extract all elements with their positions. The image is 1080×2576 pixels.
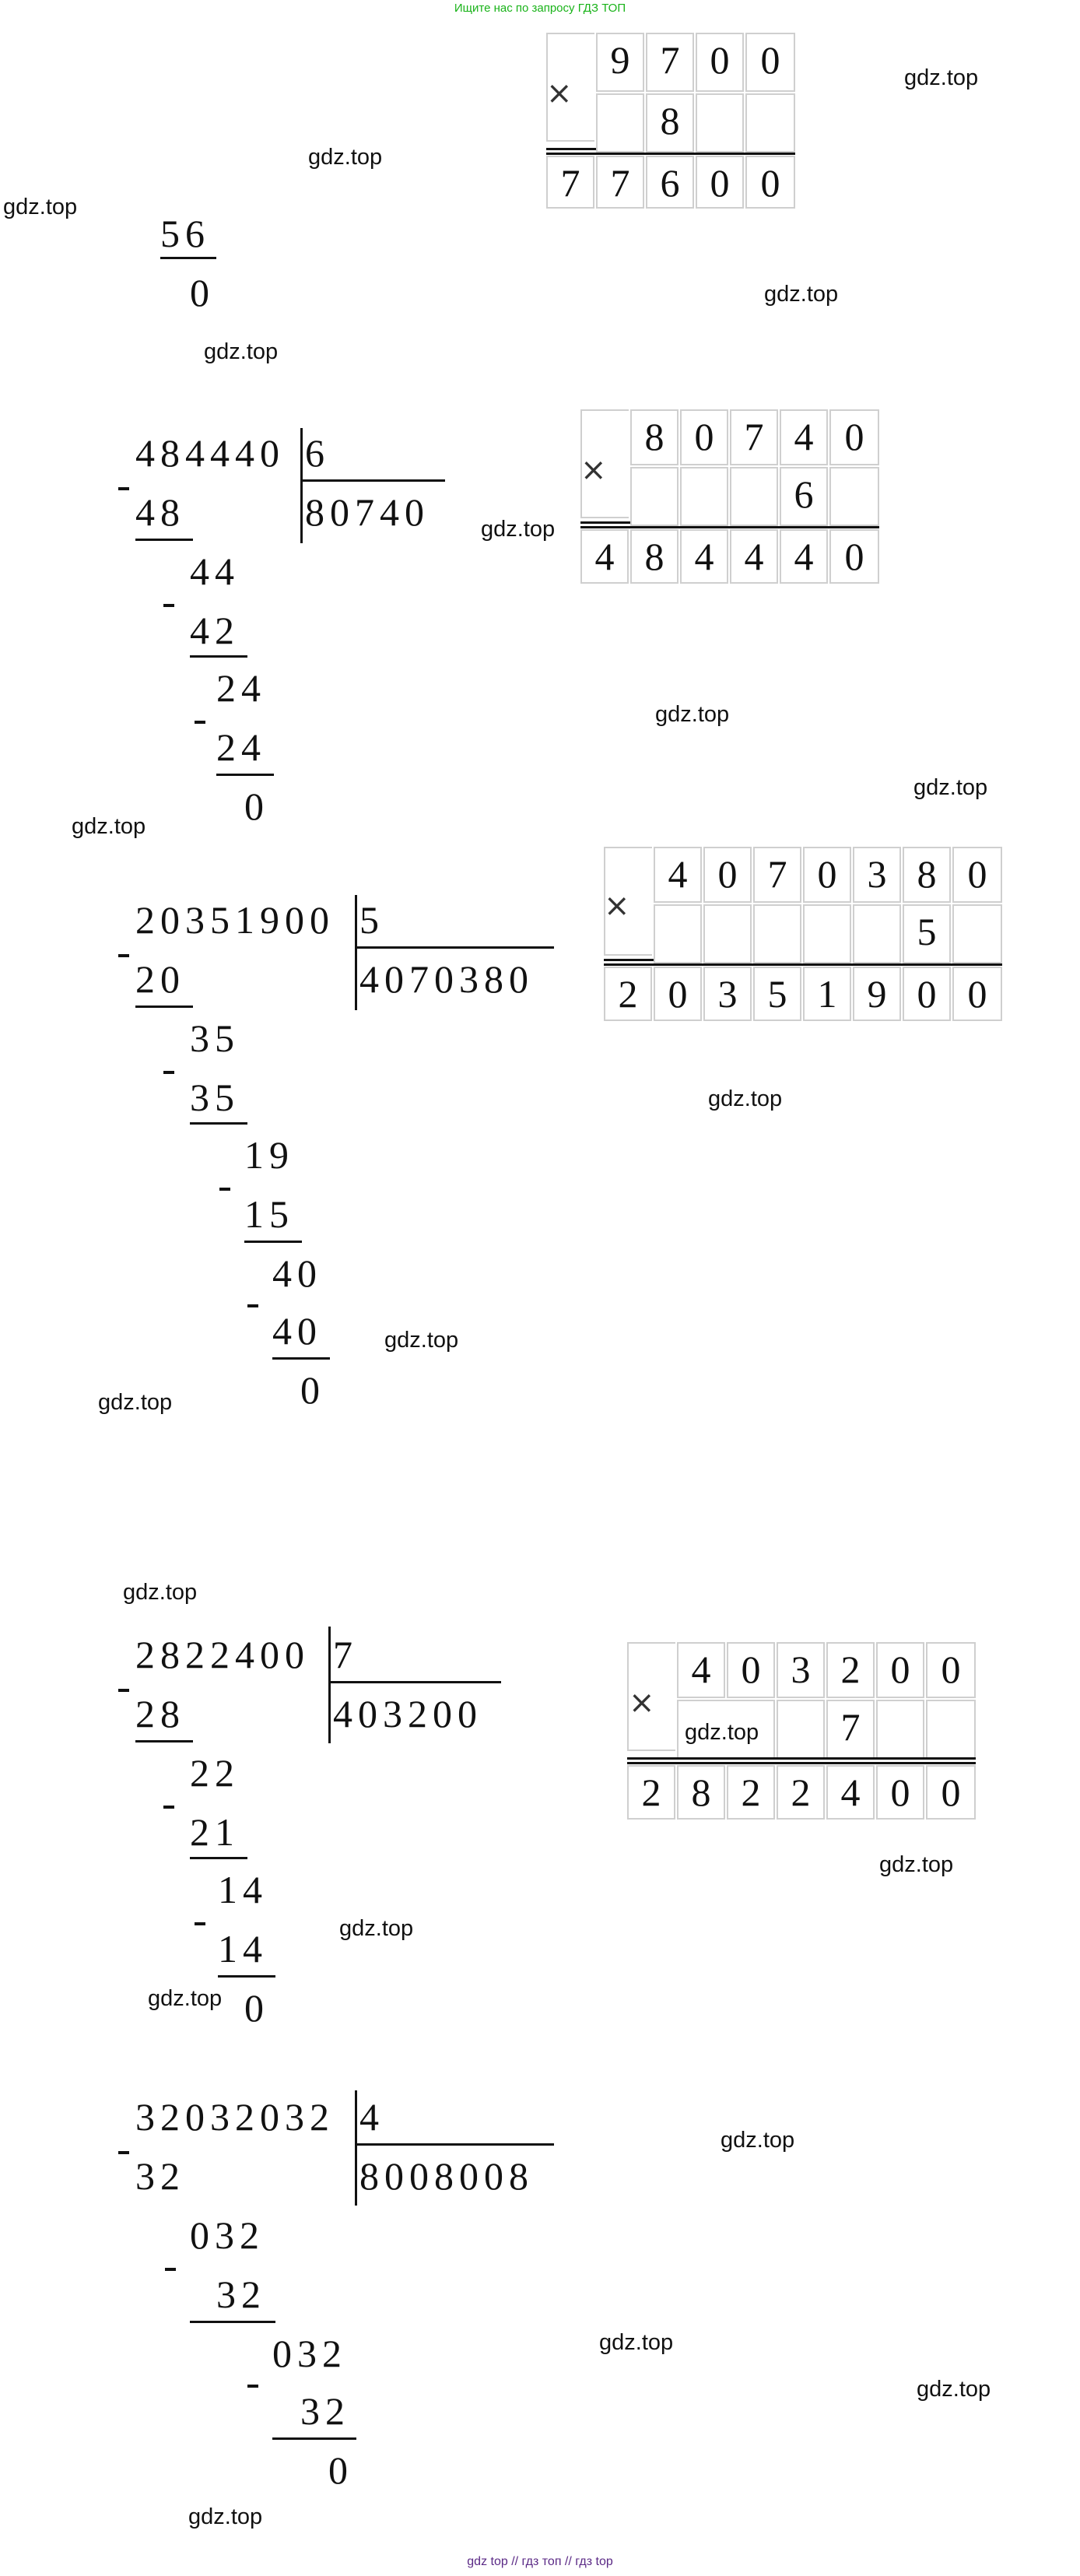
grid-cell: 8 [630, 409, 679, 465]
minus-sign [163, 604, 174, 607]
grid-cell [853, 904, 901, 963]
subtraction-line [190, 655, 247, 658]
division-row: 56 [160, 212, 210, 255]
quotient: 8008008 [359, 2154, 534, 2198]
grid-cell [777, 1700, 825, 1759]
division-row: 24 [216, 725, 266, 769]
quotient: 80740 [305, 490, 430, 534]
watermark: gdz.top [72, 814, 146, 839]
grid-cell: 0 [803, 847, 851, 903]
grid-cell [829, 467, 879, 526]
grid-cell: 4 [654, 847, 702, 903]
watermark: gdz.top [148, 1986, 223, 2011]
subtraction-line [216, 774, 274, 776]
division-row: 0 [328, 2448, 353, 2492]
subtraction-line [160, 257, 216, 259]
division-row: 42 [190, 609, 240, 652]
grid-cell: 3 [703, 967, 752, 1021]
quotient-line [355, 946, 554, 949]
watermark: gdz.top [3, 195, 78, 219]
division-row: 40 [272, 1309, 322, 1353]
grid-cell: 0 [952, 967, 1002, 1021]
subtraction-line [218, 1975, 275, 1978]
minus-sign [163, 1806, 174, 1809]
division-row: 48 [135, 490, 185, 534]
watermark: gdz.top [481, 517, 556, 542]
grid-cell: 2 [727, 1765, 775, 1820]
grid-cell: 4 [730, 529, 778, 584]
grid-cell [596, 93, 644, 153]
grid-cell: 4 [580, 529, 629, 584]
division-row: 032 [190, 2213, 265, 2257]
grid-cell: 2 [777, 1765, 825, 1820]
watermark: gdz.top [204, 339, 279, 364]
dividend: 484440 [135, 431, 285, 475]
division-bar [355, 895, 357, 1010]
times-sign: × [580, 452, 607, 488]
division-row: 0 [190, 271, 215, 314]
grid-cell: 0 [952, 847, 1002, 903]
grid-cell: 7 [826, 1700, 875, 1759]
grid-cell: 2 [826, 1642, 875, 1698]
division-row: 24 [216, 666, 266, 710]
underline [630, 526, 879, 528]
minus-sign [118, 1689, 129, 1692]
watermark: gdz.top [655, 702, 730, 727]
grid-cell: 7 [730, 409, 778, 465]
grid-cell: 0 [829, 409, 879, 465]
minus-sign [195, 1922, 205, 1925]
watermark: gdz.top [917, 2377, 991, 2402]
subtraction-line [190, 1857, 247, 1859]
footer-links[interactable]: gdz top // гдз топ // гдз top [467, 2555, 613, 2568]
times-sign: × [604, 888, 630, 924]
subtraction-line [244, 1241, 302, 1243]
grid-cell: 7 [753, 847, 801, 903]
watermark: gdz.top [685, 1720, 759, 1745]
double-line [604, 959, 654, 966]
divisor: 5 [359, 898, 384, 942]
grid-cell [703, 904, 752, 963]
grid-cell: 4 [826, 1765, 875, 1820]
division-row: 0 [244, 1986, 269, 2030]
dividend: 32032032 [135, 2095, 335, 2139]
grid-cell: 7 [546, 156, 594, 209]
divisor: 6 [305, 431, 330, 475]
division-row: 40 [272, 1251, 322, 1295]
division-row: 19 [244, 1133, 294, 1177]
watermark: gdz.top [904, 65, 979, 90]
subtraction-line [190, 2321, 275, 2323]
grid-cell: 3 [777, 1642, 825, 1698]
minus-sign [165, 2268, 176, 2271]
division-row: 14 [218, 1868, 268, 1911]
minus-sign [195, 721, 205, 724]
grid-cell: 0 [727, 1642, 775, 1698]
quotient-line [328, 1681, 501, 1683]
grid-cell: 0 [696, 33, 744, 92]
dividend: 20351900 [135, 898, 335, 942]
promo-header[interactable]: Ищите нас по запросу ГДЗ ТОП [454, 2, 626, 15]
quotient-line [300, 479, 445, 482]
underline [654, 963, 1002, 966]
quotient: 403200 [333, 1692, 482, 1735]
division-row: 35 [190, 1076, 240, 1119]
divisor: 4 [359, 2095, 384, 2139]
grid-cell: 0 [680, 409, 728, 465]
grid-cell: 5 [903, 904, 951, 963]
grid-cell: 4 [677, 1642, 725, 1698]
watermark: gdz.top [708, 1086, 783, 1111]
double-line [580, 521, 630, 528]
grid-cell: 4 [780, 409, 828, 465]
division-row: 0 [300, 1368, 325, 1412]
grid-cell [803, 904, 851, 963]
subtraction-line [135, 539, 193, 541]
minus-sign [247, 2385, 258, 2388]
grid-cell [627, 1642, 675, 1751]
grid-cell [926, 1700, 976, 1759]
division-row: 44 [190, 549, 240, 593]
double-line [546, 148, 596, 155]
division-bar [328, 1627, 331, 1743]
grid-cell: 2 [604, 967, 652, 1021]
division-row: 21 [190, 1810, 240, 1854]
grid-cell [546, 33, 594, 142]
division-row: 032 [272, 2332, 347, 2375]
grid-cell [680, 467, 728, 526]
minus-sign [219, 1188, 230, 1191]
grid-cell: 0 [903, 967, 951, 1021]
grid-cell [696, 93, 744, 153]
watermark: gdz.top [764, 282, 839, 307]
grid-cell [753, 904, 801, 963]
grid-cell: 0 [703, 847, 752, 903]
grid-cell: 8 [630, 529, 679, 584]
grid-cell: 0 [876, 1642, 924, 1698]
grid-cell: 3 [853, 847, 901, 903]
grid-cell: 7 [596, 156, 644, 209]
grid-cell [745, 93, 795, 153]
minus-sign [118, 487, 129, 490]
subtraction-line [272, 1357, 330, 1360]
times-sign: × [546, 75, 573, 111]
grid-cell: 5 [753, 967, 801, 1021]
grid-cell: 6 [646, 156, 694, 209]
grid-cell: 0 [654, 967, 702, 1021]
grid-cell: 8 [646, 93, 694, 153]
watermark: gdz.top [721, 2128, 795, 2153]
grid-cell: 6 [780, 467, 828, 526]
underline [596, 153, 795, 155]
division-row: 15 [244, 1192, 294, 1236]
double-line [627, 1757, 976, 1764]
division-bar [355, 2090, 357, 2206]
grid-cell: 1 [803, 967, 851, 1021]
minus-sign [118, 954, 129, 957]
grid-cell: 0 [829, 529, 879, 584]
division-row: 32 [135, 2154, 185, 2198]
grid-cell [654, 904, 702, 963]
watermark: gdz.top [308, 145, 383, 170]
divisor: 7 [333, 1633, 358, 1676]
watermark: gdz.top [913, 775, 988, 800]
watermark: gdz.top [98, 1390, 173, 1415]
grid-cell: 2 [627, 1765, 675, 1820]
grid-cell: 0 [745, 156, 795, 209]
division-row: 32 [300, 2389, 350, 2433]
division-row: 22 [190, 1751, 240, 1795]
quotient: 4070380 [359, 957, 534, 1001]
watermark: gdz.top [599, 2330, 674, 2355]
grid-cell: 0 [926, 1642, 976, 1698]
grid-cell: 0 [696, 156, 744, 209]
grid-cell [876, 1700, 924, 1759]
grid-cell: 7 [646, 33, 694, 92]
subtraction-line [190, 1122, 247, 1125]
subtraction-line [135, 1005, 193, 1008]
division-row: 32 [216, 2272, 266, 2316]
grid-cell [730, 467, 778, 526]
grid-cell: 4 [780, 529, 828, 584]
subtraction-line [135, 1740, 193, 1742]
grid-cell: 0 [745, 33, 795, 92]
grid-cell [580, 409, 629, 518]
watermark: gdz.top [339, 1916, 414, 1941]
division-bar [300, 428, 303, 543]
watermark: gdz.top [384, 1328, 459, 1353]
grid-cell: 9 [596, 33, 644, 92]
watermark: gdz.top [879, 1852, 954, 1877]
watermark: gdz.top [123, 1580, 198, 1605]
grid-cell: 4 [680, 529, 728, 584]
division-row: 20 [135, 957, 185, 1001]
division-row: 14 [218, 1927, 268, 1971]
minus-sign [118, 2151, 129, 2154]
grid-cell: 8 [903, 847, 951, 903]
times-sign: × [629, 1685, 655, 1721]
division-row: 0 [244, 784, 269, 828]
division-row: 35 [190, 1016, 240, 1060]
grid-cell: 0 [926, 1765, 976, 1820]
minus-sign [247, 1304, 258, 1307]
minus-sign [163, 1071, 174, 1074]
grid-cell [952, 904, 1002, 963]
grid-cell: 0 [876, 1765, 924, 1820]
subtraction-line [272, 2437, 356, 2440]
grid-cell [630, 467, 679, 526]
quotient-line [355, 2143, 554, 2146]
grid-cell: 9 [853, 967, 901, 1021]
division-row: 28 [135, 1692, 185, 1735]
watermark: gdz.top [188, 2504, 263, 2529]
grid-cell [604, 847, 652, 956]
grid-cell: 8 [677, 1765, 725, 1820]
dividend: 2822400 [135, 1633, 310, 1676]
